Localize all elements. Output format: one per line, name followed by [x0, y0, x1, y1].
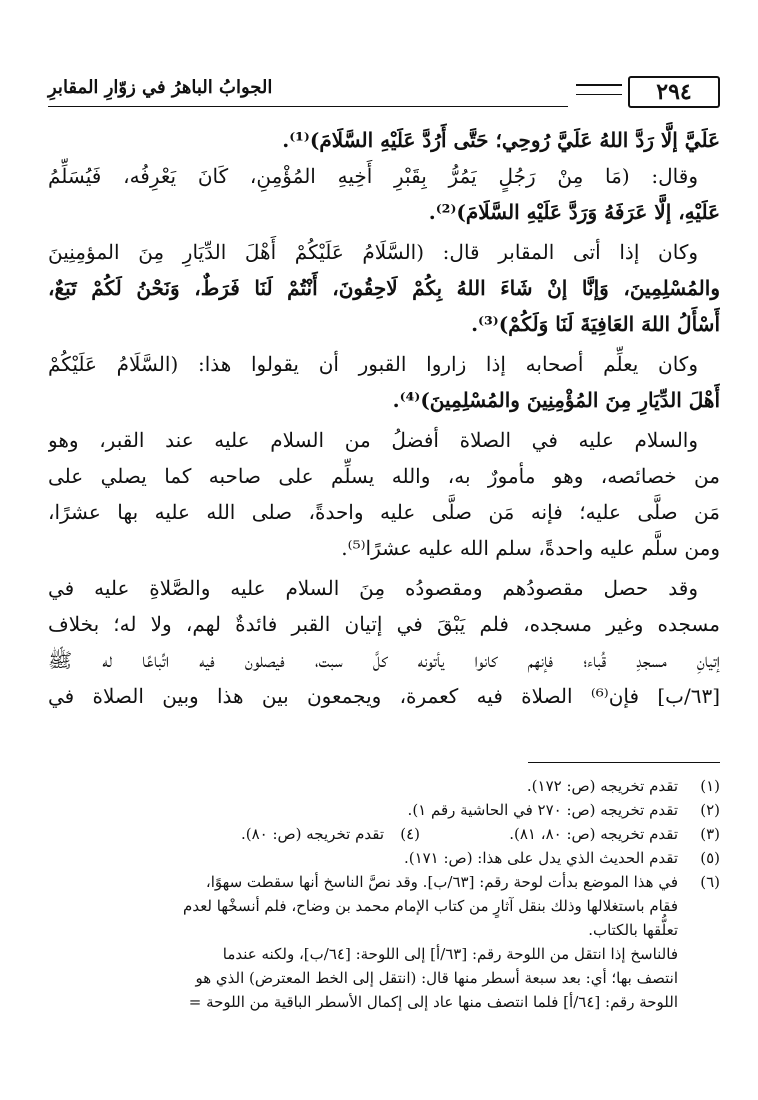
text-line: إتيانِ مسجدِ قُباء؛ فإنهم كانوا يأتونه كلَّ سبت، فيصلون فيه اتِّباعًا له ﷺ — [48, 648, 720, 672]
text-line: من خصائصه، وهو مأمورٌ به، والله يسلِّم على صاحبه كما يصلي على — [48, 464, 720, 488]
text-line: وقال: (مَا مِنْ رَجُلٍ يَمُرُّ بِقَبْرِ أَخِيهِ المُؤْمِنِ، كَانَ يَعْرِفُه، فَيُسَلِّمُ — [48, 164, 698, 188]
footnote-number: (٥) — [700, 849, 720, 867]
footnote — [40, 870, 720, 894]
footnote — [40, 774, 720, 798]
header-divider-thin — [576, 94, 622, 95]
footnote-continuation: اللوحة رقم: [٦٤/أ] فلما انتصف منها عاد إلى إكمال الأسطر الباقية من اللوحة = — [188, 993, 678, 1011]
footnote-number: (٢) — [700, 801, 720, 819]
text-line: مَن صلَّى عليه؛ فإنه مَن صلَّى عليه واحدةً، صلى الله عليه بها عشرًا، — [48, 500, 720, 524]
text-line: [٦٣/ب] فإن⁽⁶⁾ الصلاة فيه كعمرة، ويجمعون بين هذا وبين الصلاة في — [48, 684, 720, 708]
footnote — [40, 846, 720, 870]
footnote-number: (٣) — [700, 825, 720, 843]
footnote-separator — [528, 762, 720, 763]
text-line: والسلام عليه في الصلاة أفضلُ من السلام عليه عند القبر، وهو — [48, 428, 698, 452]
header-rule — [48, 106, 568, 107]
text-line: وكان يعلِّم أصحابه إذا زاروا القبور أن يقولوا هذا: (السَّلَامُ عَلَيْكُمْ — [48, 352, 698, 376]
text-line: ومن سلَّم عليه واحدةً، سلم الله عليه عشرًا⁽⁵⁾. — [341, 536, 720, 560]
text-line: والمُسْلِمِينَ، وَإنَّا إنْ شَاءَ اللهُ بِكُمْ لَاحِقُونَ، أَنْتُمْ لَنَا فَرَطٌ، وَنَحْنُ لَكُمْ تَبَعٌ، — [48, 276, 720, 300]
text-line: أَسْأَلُ اللهَ العَافِيَةَ لَنَا وَلَكُمْ)⁽³⁾. — [471, 312, 720, 336]
footnote — [40, 822, 720, 846]
footnote-text: تقدم الحديث الذي يدل على هذا: (ص: ١٧١). — [403, 849, 678, 867]
main-text — [48, 122, 720, 714]
text-line: عَلَيْهِ، إلَّا عَرَفَهُ وَرَدَّ عَلَيْهِ السَّلَامَ)⁽²⁾. — [428, 200, 720, 224]
page-header — [48, 72, 720, 112]
text-line: عَلَيَّ إلَّا رَدَّ اللهُ عَلَيَّ رُوحِي؛ حَتَّى أَرُدَّ عَلَيْهِ السَّلَامَ)⁽¹⁾. — [282, 128, 720, 152]
footnote-continuation: تعلُّقها بالكتاب. — [588, 921, 678, 939]
running-title: الجوابُ الباهرُ في زوّارِ المقابرِ — [48, 77, 273, 98]
footnote-text: تقدم تخريجه (ص: ٨٠، ٨١). — [509, 825, 678, 843]
footnote-continuation: فقام باستغلالها وذلك بنقل آثارٍ من كتاب الإمام محمد بن وضاح، فلم أنسخْها لعدم — [183, 897, 678, 915]
footnote-text: تقدم تخريجه (ص: ٨٠). — [240, 825, 384, 843]
text-line: مسجده وغير مسجده، فلم يَبْقَ في إتيان القبر فائدةٌ لهم، ولا له؛ بخلاف — [48, 612, 720, 636]
footnote-number: (٤) — [400, 825, 420, 843]
footnote-text: تقدم تخريجه (ص: ١٧٢). — [526, 777, 678, 795]
footnote-number: (٦) — [700, 873, 720, 891]
footnote — [40, 798, 720, 822]
footnote-continuation: فالناسخ إذا انتقل من اللوحة رقم: [٦٣/أ] إلى اللوحة: [٦٤/ب]، ولكنه عندما — [222, 945, 678, 963]
text-line: وقد حصل مقصودُهم ومقصودُه مِنَ السلام عليه والصَّلاةِ عليه في — [48, 576, 698, 600]
footnote-number: (١) — [700, 777, 720, 795]
text-line: وكان إذا أتى المقابر قال: (السَّلَامُ عَلَيْكُمْ أَهْلَ الدِّيَارِ مِنَ المؤمِنِينَ — [48, 240, 698, 264]
text-line: أَهْلَ الدِّيَارِ مِنَ المُؤْمِنِينَ والمُسْلِمِينَ)⁽⁴⁾. — [392, 388, 720, 412]
header-divider — [576, 84, 622, 86]
page-number: ٢٩٤ — [628, 76, 720, 108]
footnote-text: تقدم تخريجه (ص: ٢٧٠ في الحاشية رقم ١). — [407, 801, 678, 819]
footnote-continuation: انتصف بها؛ أي: بعد سبعة أسطر منها قال: (انتقل إلى الخط المعترض) الذي هو — [195, 969, 678, 987]
footnotes — [40, 774, 720, 1014]
footnote-text: في هذا الموضع بدأت لوحة رقم: [٦٣/ب]. وقد نصَّ الناسخ أنها سقطت سهوًا، — [205, 873, 678, 891]
